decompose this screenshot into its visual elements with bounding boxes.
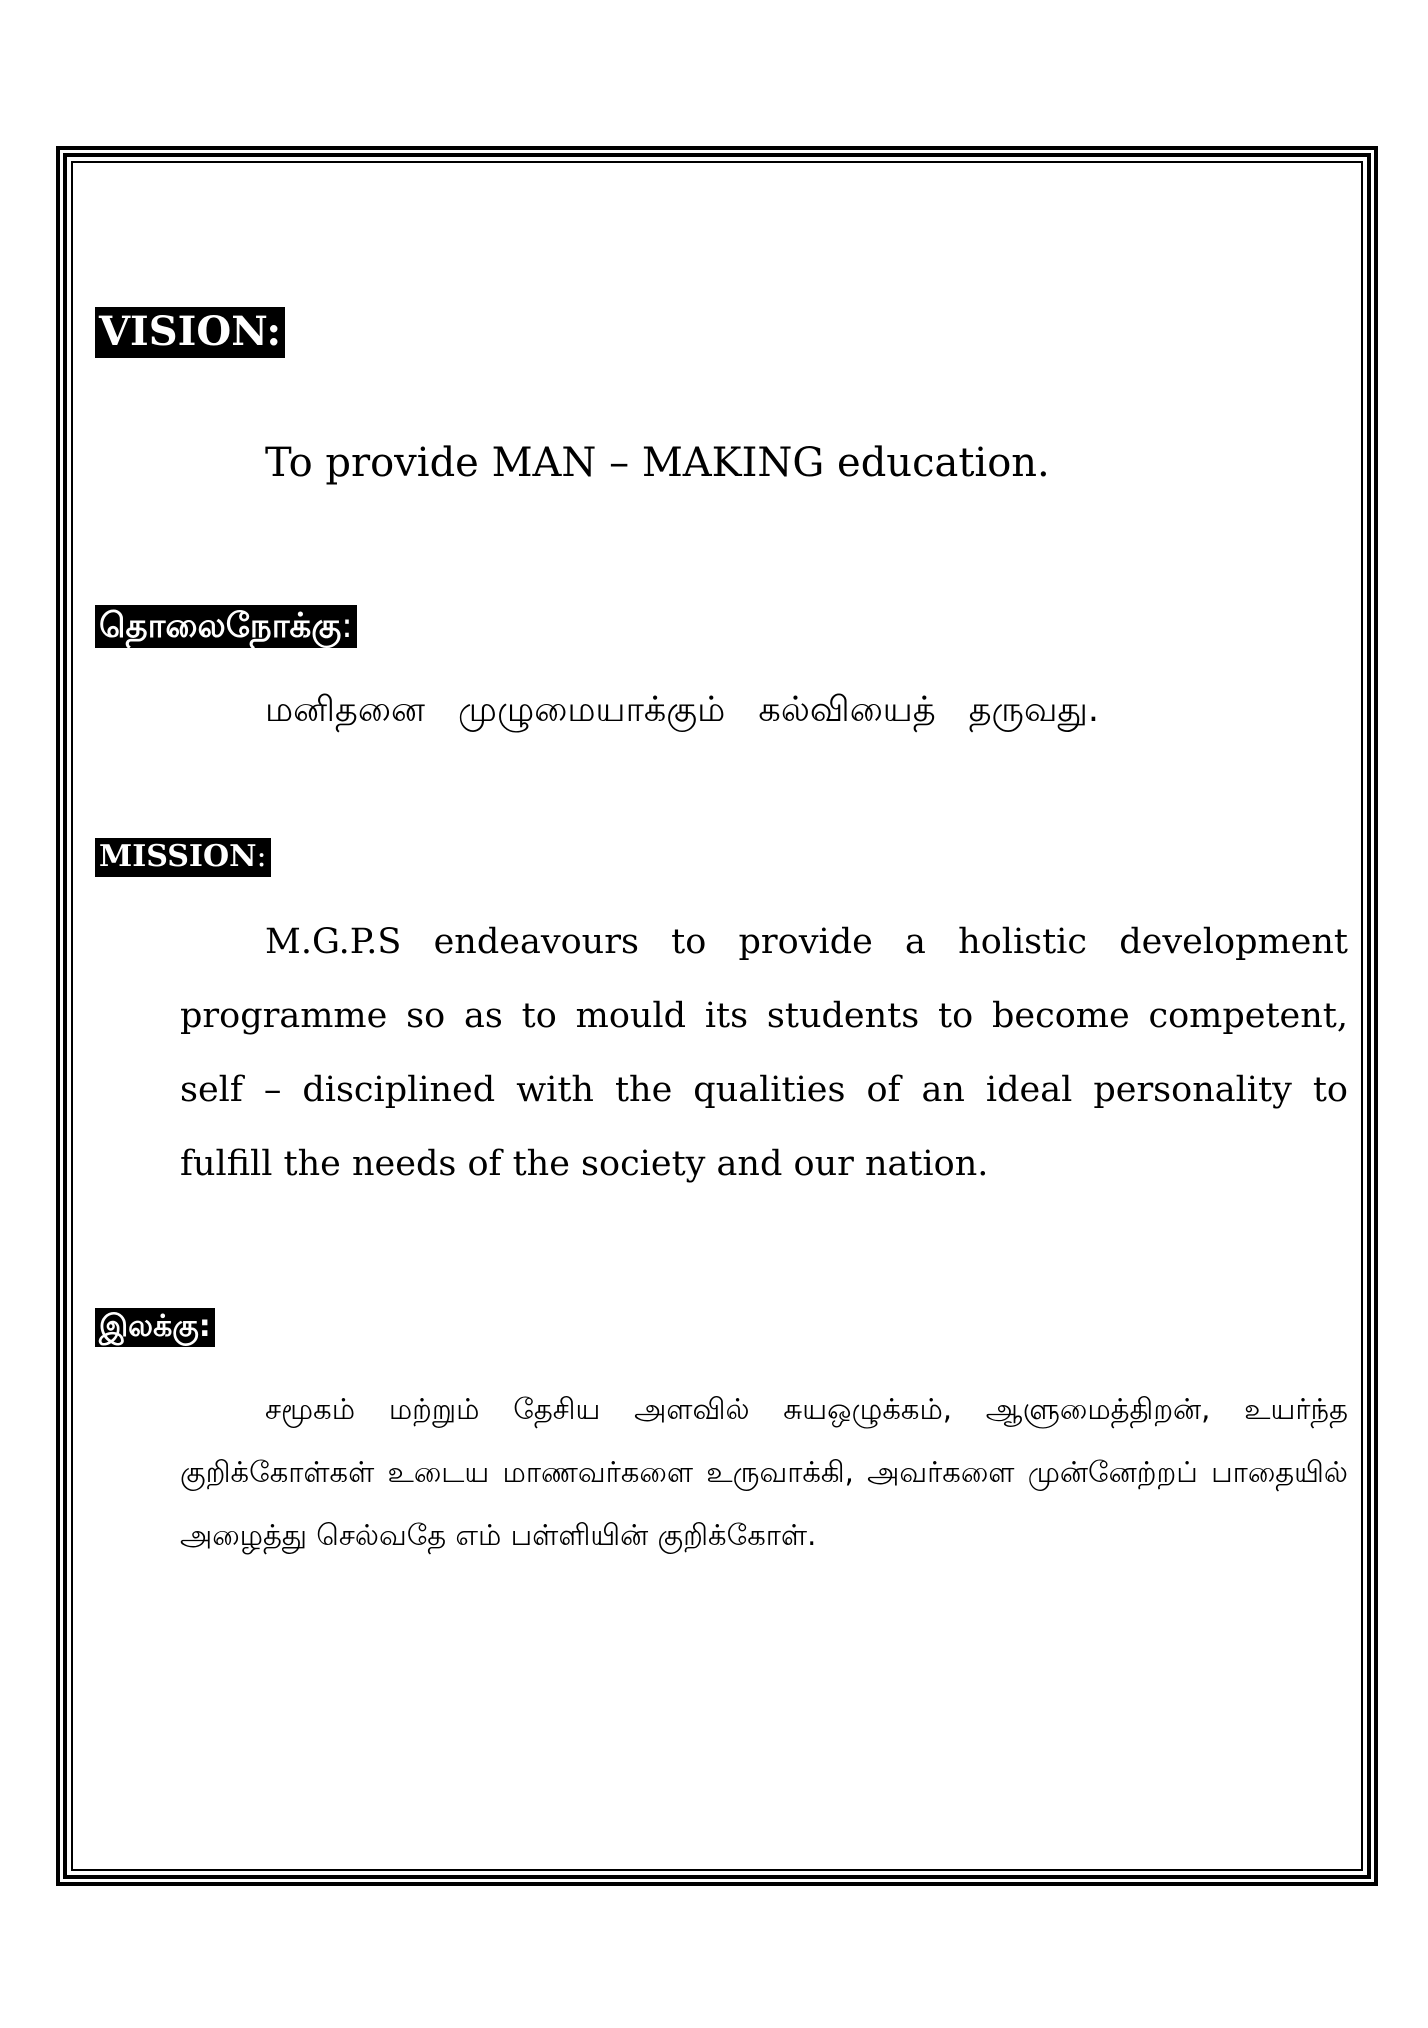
tamil-vision-heading xyxy=(95,605,357,648)
tamil-vision-statement: மனிதனை முழுமையாக்கும் கல்வியைத் தருவது. xyxy=(265,690,1099,730)
tamil-mission-heading xyxy=(95,1308,215,1347)
vision-statement: To provide MAN – MAKING education. xyxy=(265,440,1050,486)
vision-heading xyxy=(95,307,285,358)
vision-heading-label: VISION xyxy=(99,308,267,355)
tamil-vision-heading-label: தொலைநோக்கு xyxy=(99,606,342,646)
tamil-mission-statement: சமூகம் மற்றும் தேசிய அளவில் சுயஒழுக்கம், ஆளுமைத்திறன், உயர்ந்த குறிக்கோள்கள் உடைய மாணவர்களை உருவாக்கி, அவர்களை முன்னேற்றப் பாதையில் அழைத்து செல்வதே எம் பள்ளியின் குறிக்கோள். xyxy=(180,1392,1348,1552)
mission-statement: M.G.P.S endeavours to provide a holistic development programme so as to mould its students to become competent, self – disciplined with the qualities of an ideal personality to fulfill the needs of the society and our nation. xyxy=(180,922,1348,1184)
mission-heading-label: MISSION xyxy=(99,839,257,874)
vision-heading-colon: : xyxy=(266,308,282,355)
tamil-mission-heading-colon: : xyxy=(198,1309,211,1344)
tamil-vision-heading-colon: : xyxy=(341,606,353,646)
tamil-mission-heading-label: இலக்கு xyxy=(99,1309,199,1344)
mission-heading-colon: : xyxy=(256,839,267,874)
mission-heading xyxy=(95,838,271,877)
